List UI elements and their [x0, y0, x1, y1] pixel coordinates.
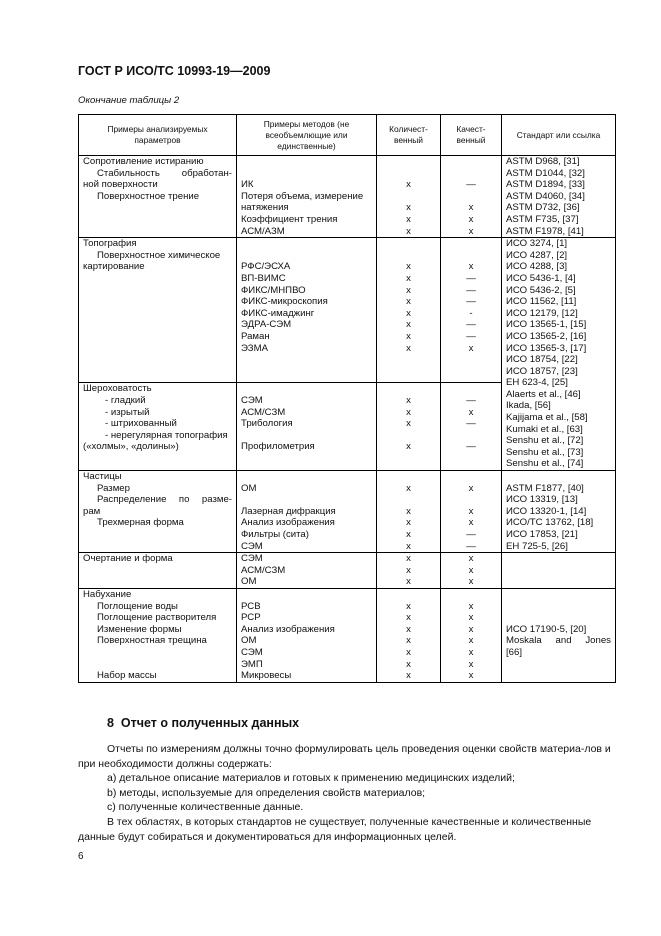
parameter-line: картирование: [83, 261, 145, 273]
quantitative-mark: x: [406, 576, 411, 588]
table-caption: Окончание таблицы 2: [78, 95, 180, 106]
qualitative-mark: x: [468, 225, 474, 237]
qualitative-mark: —: [466, 284, 476, 296]
parameter-line: («холмы», «долины»): [83, 441, 179, 453]
standard-line: ИСО/ТС 13762, [18]: [506, 517, 594, 529]
parameter-line: Поверхностное трение: [97, 190, 200, 202]
header-line: параметров: [134, 135, 181, 145]
method-line: АСМ/СЗМ: [241, 406, 286, 418]
quantitative-mark: x: [406, 284, 411, 296]
justified-word: по: [178, 494, 190, 506]
parameter-line: Сопротивление истиранию: [83, 156, 204, 167]
cell-quantitative: [377, 588, 441, 682]
standard-line: ЕН 623-4, [25]: [506, 377, 568, 389]
qualitative-mark: x: [468, 564, 474, 576]
standard-line: ASTM D4060, [34]: [506, 190, 585, 202]
quantitative-mark: x: [406, 670, 411, 682]
cell-parameters: [79, 553, 237, 589]
standard-line: ИСО 13565-3, [17]: [506, 342, 587, 354]
standard-line: [506, 635, 611, 647]
quantitative-mark: x: [406, 418, 411, 430]
cell-standards: [502, 588, 616, 682]
method-line: ИК: [241, 179, 254, 191]
method-line: ЭЗМА: [241, 342, 268, 354]
cell-standards: [502, 156, 616, 238]
qualitative-mark: x: [468, 202, 474, 214]
quantitative-mark: x: [406, 330, 411, 342]
standard-line: Senshu et al., [73]: [506, 446, 584, 458]
header-standard: [502, 115, 616, 156]
qualitative-mark: x: [468, 406, 474, 418]
header-qualitative: [441, 115, 502, 156]
method-line: РСВ: [241, 600, 261, 612]
cell-parameters: [79, 471, 237, 553]
method-line: [241, 238, 372, 250]
standard-line: [506, 612, 611, 624]
header-line: венный: [394, 135, 423, 145]
list-item-b: b) методы, используемые для определения свойств материалов;: [107, 787, 426, 799]
qualitative-mark: [445, 191, 497, 203]
table-header-row: [79, 115, 616, 156]
method-line: Раман: [241, 330, 270, 342]
quantitative-mark: [381, 589, 436, 601]
method-line: [241, 383, 372, 395]
qualitative-mark: —: [466, 540, 476, 552]
list-item-a: а) детальное описание материалов и готовых к применению медицинских изделий;: [107, 772, 515, 784]
quantitative-mark: x: [406, 394, 411, 406]
method-line: РСР: [241, 612, 261, 624]
cell-quantitative: [377, 238, 441, 383]
method-line: ФИКС-микроскопия: [241, 296, 328, 308]
parameter-line: [83, 647, 232, 659]
header-parameters: [79, 115, 237, 156]
justified-word: Распределение: [97, 494, 167, 506]
method-line: АСМ/СЗМ: [241, 564, 286, 576]
method-line: [241, 430, 372, 442]
quantitative-mark: x: [406, 646, 411, 658]
cell-parameters: [79, 383, 237, 471]
parameter-line: Поверхностная трещина: [97, 635, 207, 647]
cell-standards: [502, 471, 616, 553]
method-line: натяжения: [241, 202, 289, 214]
standard-line: ASTM D1894, [33]: [506, 179, 585, 191]
method-line: Фильтры (сита): [241, 529, 309, 540]
standard-line: ИСО 5436-1, [4]: [506, 272, 576, 284]
parameter-line: Трехмерная форма: [97, 517, 184, 529]
standard-line: ИСО 12179, [12]: [506, 307, 578, 319]
qualitative-mark: x: [468, 612, 474, 624]
parameter-line: - гладкий: [105, 394, 146, 406]
table-row: [79, 238, 616, 383]
standard-line: ИСО 3274, [1]: [506, 238, 568, 250]
qualitative-mark: —: [466, 272, 476, 284]
quantitative-mark: [381, 383, 436, 395]
quantitative-mark: x: [406, 213, 411, 225]
quantitative-mark: x: [406, 406, 411, 418]
header-line: единственные): [277, 140, 336, 151]
cell-methods: [237, 553, 377, 589]
qualitative-mark: —: [466, 529, 476, 540]
standard-line: [66]: [506, 646, 523, 658]
standard-line: Senshu et al., [74]: [506, 458, 584, 470]
method-line: [241, 250, 372, 262]
qualitative-mark: [445, 156, 497, 168]
quantitative-mark: [381, 250, 436, 262]
standard-line: ИСО 18757, [23]: [506, 365, 578, 377]
quantitative-mark: x: [406, 441, 411, 453]
quantitative-mark: x: [406, 482, 411, 494]
standard-line: ИСО 18754, [22]: [506, 354, 578, 366]
quantitative-mark: x: [406, 564, 411, 576]
method-line: СЭМ: [241, 553, 263, 565]
parameter-line: - нерегулярная топография: [105, 429, 228, 441]
standard-line: ASTM F1877, [40]: [506, 482, 584, 494]
qualitative-mark: x: [468, 342, 474, 354]
qualitative-mark: —: [466, 319, 476, 331]
cell-standards-merged: [502, 238, 616, 471]
header-line: Стандарт или ссылка: [516, 129, 601, 140]
standard-line: ASTM D1044, [32]: [506, 167, 585, 179]
standard-line: ИСО 17853, [21]: [506, 529, 578, 540]
method-line: Микровесы: [241, 670, 292, 682]
qualitative-mark: x: [468, 623, 474, 635]
parameter-line: - штрихованный: [105, 418, 177, 430]
qualitative-mark: [445, 494, 497, 506]
parameter-line: Поверхностное химическое: [97, 249, 221, 261]
standard-line: ASTM F1978, [41]: [506, 225, 584, 237]
method-line: ФИКС-имаджинг: [241, 307, 315, 319]
quantitative-mark: x: [406, 296, 411, 308]
method-line: Лазерная дифракция: [241, 505, 336, 517]
parameter-line: [83, 494, 232, 506]
qualitative-mark: [445, 471, 497, 483]
cell-quantitative: [377, 553, 441, 589]
parameter-line: Размер: [97, 482, 130, 494]
quantitative-mark: x: [406, 635, 411, 647]
parameter-line: Изменение формы: [97, 623, 182, 635]
standard-line: ИСО 17190-5, [20]: [506, 623, 587, 635]
header-quantitative: [377, 115, 441, 156]
qualitative-mark: x: [468, 576, 474, 588]
cell-methods: [237, 156, 377, 238]
standard-line: ASTM F735, [37]: [506, 213, 579, 225]
justified-word: and: [555, 635, 572, 647]
standard-line: Kajijama et al., [58]: [506, 412, 588, 424]
qualitative-mark: [445, 430, 497, 442]
qualitative-mark: x: [468, 517, 474, 529]
method-line: [241, 471, 372, 483]
justified-word: Moskala: [506, 635, 542, 647]
qualitative-mark: x: [468, 482, 474, 494]
quantitative-mark: x: [406, 307, 411, 319]
list-item-c: с) полученные количественные данные.: [107, 801, 304, 813]
parameter-line: Набухание: [83, 588, 132, 600]
cell-qualitative: [441, 156, 502, 238]
quantitative-mark: x: [406, 319, 411, 331]
header-methods: [237, 115, 377, 156]
quantitative-mark: [381, 191, 436, 203]
qualitative-mark: x: [468, 635, 474, 647]
cell-qualitative: [441, 383, 502, 471]
section-number: 8: [107, 716, 114, 730]
method-line: Профилометрия: [241, 441, 315, 453]
header-line: венный: [456, 135, 486, 145]
standard-line: [506, 601, 611, 613]
parameter-line: Топография: [83, 238, 137, 250]
justified-word: Jones: [585, 635, 611, 647]
parameter-line: Очертание и форма: [83, 553, 173, 565]
quantitative-mark: x: [406, 517, 411, 529]
method-line: АСМ/АЗМ: [241, 225, 285, 237]
quantitative-mark: x: [406, 623, 411, 635]
quantitative-mark: x: [406, 612, 411, 624]
cell-quantitative: [377, 156, 441, 238]
cell-methods: [237, 588, 377, 682]
parameter-line: рам: [83, 505, 101, 517]
justified-word: разме-: [201, 494, 232, 506]
cell-qualitative: [441, 588, 502, 682]
parameter-line: Набор массы: [97, 670, 157, 682]
standard-line: ИСО 4288, [3]: [506, 261, 568, 273]
standard-line: Kumaki et al., [63]: [506, 423, 583, 435]
parameter-line: Шероховатость: [83, 383, 152, 395]
method-line: ФИКС/МНПВО: [241, 284, 306, 296]
qualitative-mark: x: [468, 261, 474, 273]
table-row: [79, 588, 616, 682]
standard-line: Senshu et al., [72]: [506, 435, 584, 447]
quantitative-mark: x: [406, 540, 411, 552]
qualitative-mark: x: [468, 553, 474, 565]
method-line: Анализ изображения: [241, 623, 335, 635]
table-row: [79, 471, 616, 553]
quantitative-mark: x: [406, 553, 411, 565]
cell-methods: [237, 471, 377, 553]
qualitative-mark: -: [469, 307, 473, 319]
standard-line: Alaerts et al., [46]: [506, 388, 581, 400]
cell-quantitative: [377, 471, 441, 553]
qualitative-mark: x: [468, 670, 474, 682]
method-line: [241, 589, 372, 601]
method-line: Потеря объема, измерение: [241, 190, 364, 202]
standard-line: ИСО 13320-1, [14]: [506, 505, 587, 517]
parameter-line: Поглощение растворителя: [97, 612, 217, 624]
method-line: Коэффициент трения: [241, 213, 338, 225]
cell-methods: [237, 383, 377, 471]
cell-qualitative: [441, 238, 502, 383]
standard-line: ИСО 13565-2, [16]: [506, 330, 587, 342]
qualitative-mark: x: [468, 505, 474, 517]
cell-qualitative: [441, 471, 502, 553]
standard-line: ИСО 13319, [13]: [506, 494, 578, 506]
section-heading: [107, 716, 299, 730]
standard-line: ИСО 5436-2, [5]: [506, 284, 576, 296]
quantitative-mark: [381, 156, 436, 168]
header-line: Качест-: [456, 124, 486, 134]
qualitative-mark: —: [466, 418, 476, 430]
cell-methods: [237, 238, 377, 383]
parameter-line: [83, 659, 232, 671]
standard-line: [506, 589, 611, 601]
method-line: РФС/ЭСХА: [241, 261, 291, 273]
qualitative-mark: [445, 589, 497, 601]
parameter-line: Частицы: [83, 471, 122, 483]
qualitative-mark: [445, 168, 497, 180]
standard-line: [506, 471, 611, 483]
quantitative-mark: [381, 471, 436, 483]
cell-quantitative: [377, 383, 441, 471]
qualitative-mark: —: [466, 394, 476, 406]
qualitative-mark: —: [466, 441, 476, 453]
paragraph-closing: В тех областях, в которых стандартов не существует, полученные качественные и количественные данные будут собираться и документироваться для информационных целей.: [78, 816, 592, 843]
qualitative-mark: [445, 250, 497, 262]
header-line: Количест-: [389, 124, 428, 134]
quantitative-mark: x: [406, 658, 411, 670]
standard-line: ИСО 13565-1, [15]: [506, 319, 587, 331]
cell-standards: [502, 553, 616, 589]
standard-line: ИСО 11562, [11]: [506, 296, 577, 308]
qualitative-mark: x: [468, 600, 474, 612]
quantitative-mark: x: [406, 261, 411, 273]
method-line: ОМ: [241, 576, 257, 588]
method-line: [241, 168, 372, 180]
method-line: ЭМП: [241, 658, 263, 670]
qualitative-mark: —: [466, 330, 476, 342]
cell-parameters: [79, 238, 237, 383]
quantitative-mark: [381, 168, 436, 180]
method-line: [241, 494, 372, 506]
qualitative-mark: —: [466, 296, 476, 308]
parameter-line: ной поверхности: [83, 179, 158, 191]
standard-line: Ikada, [56]: [506, 400, 551, 412]
quantitative-mark: x: [406, 202, 411, 214]
qualitative-mark: [445, 238, 497, 250]
method-line: Анализ изображения: [241, 517, 335, 529]
method-line: СЭМ: [241, 394, 263, 406]
standard-line: ASTM D968, [31]: [506, 156, 580, 167]
qualitative-mark: x: [468, 646, 474, 658]
method-line: [241, 156, 372, 168]
quantitative-mark: x: [406, 529, 411, 540]
qualitative-mark: —: [466, 179, 476, 191]
method-line: ОМ: [241, 482, 257, 494]
quantitative-mark: [381, 238, 436, 250]
method-line: СЭМ: [241, 646, 263, 658]
justified-word: Стабильность: [97, 167, 160, 179]
cell-parameters: [79, 588, 237, 682]
parameter-line: - изрытый: [105, 406, 150, 418]
quantitative-mark: x: [406, 600, 411, 612]
parameter-line: Поглощение воды: [97, 600, 178, 612]
standard-line: ИСО 4287, [2]: [506, 249, 568, 261]
justified-word: обработан-: [181, 167, 232, 179]
quantitative-mark: x: [406, 272, 411, 284]
quantitative-mark: [381, 494, 436, 506]
header-line: Примеры методов (не: [263, 118, 350, 129]
quantitative-mark: [381, 430, 436, 442]
document-title: ГОСТ Р ИСО/ТС 10993-19—2009: [78, 64, 271, 78]
paragraph-intro: Отчеты по измерениям должны точно формулировать цель проведения оценки свойств материа-лов и при необходимости должны содержать:: [78, 743, 611, 770]
qualitative-mark: x: [468, 213, 474, 225]
method-line: ВП-ВИМС: [241, 272, 286, 284]
qualitative-mark: [445, 383, 497, 395]
table-row: [79, 553, 616, 589]
cell-qualitative: [441, 553, 502, 589]
quantitative-mark: x: [406, 225, 411, 237]
cell-parameters: [79, 156, 237, 238]
parameter-line: [83, 168, 232, 180]
qualitative-mark: x: [468, 658, 474, 670]
method-line: СЭМ: [241, 540, 263, 552]
quantitative-mark: x: [406, 342, 411, 354]
section-title: Отчет о полученных данных: [120, 716, 300, 730]
header-line: всеобъемлющие или: [265, 129, 348, 140]
quantitative-mark: x: [406, 505, 411, 517]
header-line: Примеры анализируемых: [107, 124, 208, 134]
page-number: 6: [78, 851, 84, 862]
method-line: Трибология: [241, 418, 293, 430]
standard-line: ASTM D732, [36]: [506, 202, 580, 214]
quantitative-mark: x: [406, 179, 411, 191]
methods-table: [78, 114, 616, 683]
method-line: ОМ: [241, 635, 257, 647]
standard-line: ЕН 725-5, [26]: [506, 540, 568, 552]
table-row: [79, 156, 616, 238]
method-line: ЭДРА-СЭМ: [241, 319, 292, 331]
